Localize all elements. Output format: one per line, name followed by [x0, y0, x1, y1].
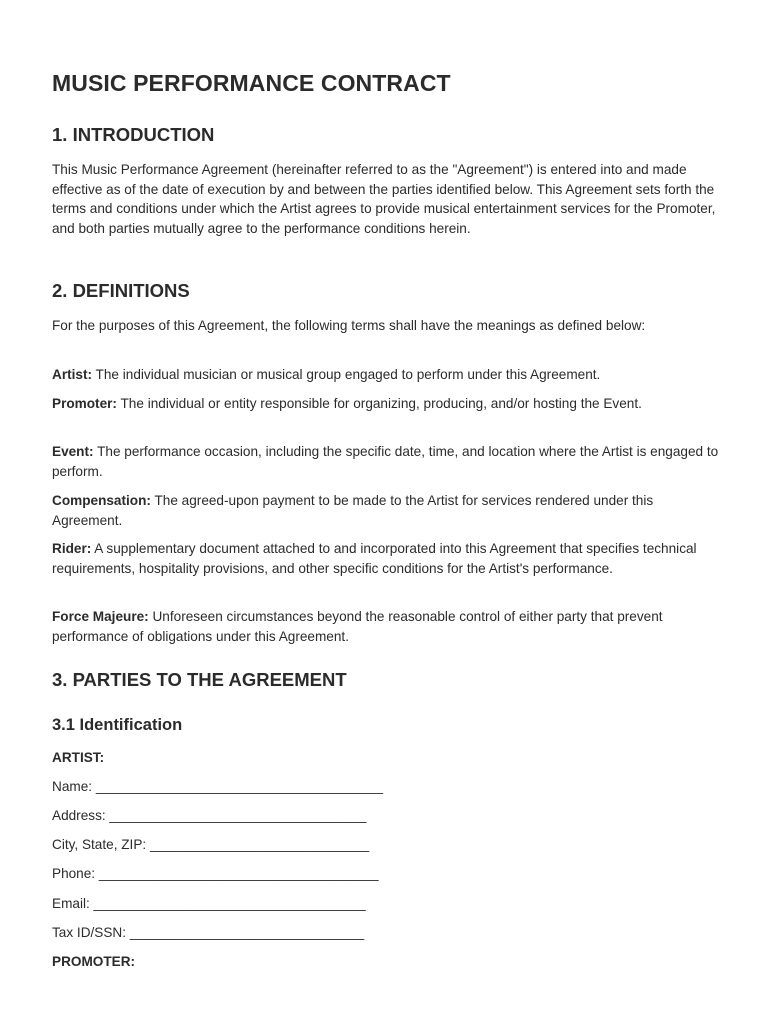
document-title: MUSIC PERFORMANCE CONTRACT	[52, 70, 451, 96]
subsection-heading-identification: 3.1 Identification	[52, 716, 183, 734]
definition-text: Unforeseen circumstances beyond the reasonable control of either party that prevent performance of obligations under this Agreement.	[52, 609, 663, 644]
definition-text: A supplementary document attached to and incorporated into this Agreement that specifies technical requirements, hospitality provisions, and other specific conditions for the Artist's performance.	[52, 541, 697, 576]
definition-rider	[52, 539, 720, 578]
artist-name-field[interactable]: Name: ______________________________________	[52, 779, 384, 794]
artist-address-field[interactable]: Address: __________________________________	[52, 808, 367, 823]
artist-city-state-zip-field[interactable]: City, State, ZIP: _____________________________	[52, 837, 370, 852]
definition-artist	[52, 365, 720, 385]
definition-term: Promoter:	[52, 396, 117, 411]
introduction-paragraph: This Music Performance Agreement (hereinafter referred to as the "Agreement") is entered into and made effective as of the date of execution by and between the parties identified below. This Agreement sets forth the terms and conditions under which the Artist agrees to provide musical entertainment services for the Promoter, and both parties mutually agree to the performance conditions herein.	[52, 162, 716, 236]
section-heading-definitions: 2. DEFINITIONS	[52, 280, 190, 301]
artist-phone-field[interactable]: Phone: _____________________________________	[52, 866, 379, 881]
definitions-intro: For the purposes of this Agreement, the following terms shall have the meanings as defined below:	[52, 318, 646, 333]
definition-text: The individual musician or musical group engaged to perform under this Agreement.	[92, 367, 601, 382]
definition-term: Force Majeure:	[52, 609, 149, 624]
definition-term: Compensation:	[52, 493, 151, 508]
definition-term: Artist:	[52, 367, 93, 382]
definition-text: The agreed-upon payment to be made to the Artist for services rendered under this Agreement.	[52, 493, 654, 528]
section-heading-introduction: 1. INTRODUCTION	[52, 124, 215, 145]
definition-term: Event:	[52, 444, 94, 459]
definition-event	[52, 442, 720, 481]
artist-label: ARTIST:	[52, 750, 105, 765]
definition-promoter	[52, 394, 720, 414]
section-heading-parties: 3. PARTIES TO THE AGREEMENT	[52, 669, 347, 690]
definition-text: The individual or entity responsible for organizing, producing, and/or hosting the Event.	[116, 396, 642, 411]
artist-email-field[interactable]: Email: ____________________________________	[52, 896, 366, 911]
definition-force-majeure	[52, 607, 720, 646]
promoter-label: PROMOTER:	[52, 954, 136, 969]
definition-text: The performance occasion, including the specific date, time, and location where the Artist is engaged to perform.	[52, 444, 719, 479]
definition-compensation	[52, 491, 720, 530]
definition-term: Rider:	[52, 541, 92, 556]
artist-tax-id-field[interactable]: Tax ID/SSN: _______________________________	[52, 925, 365, 940]
